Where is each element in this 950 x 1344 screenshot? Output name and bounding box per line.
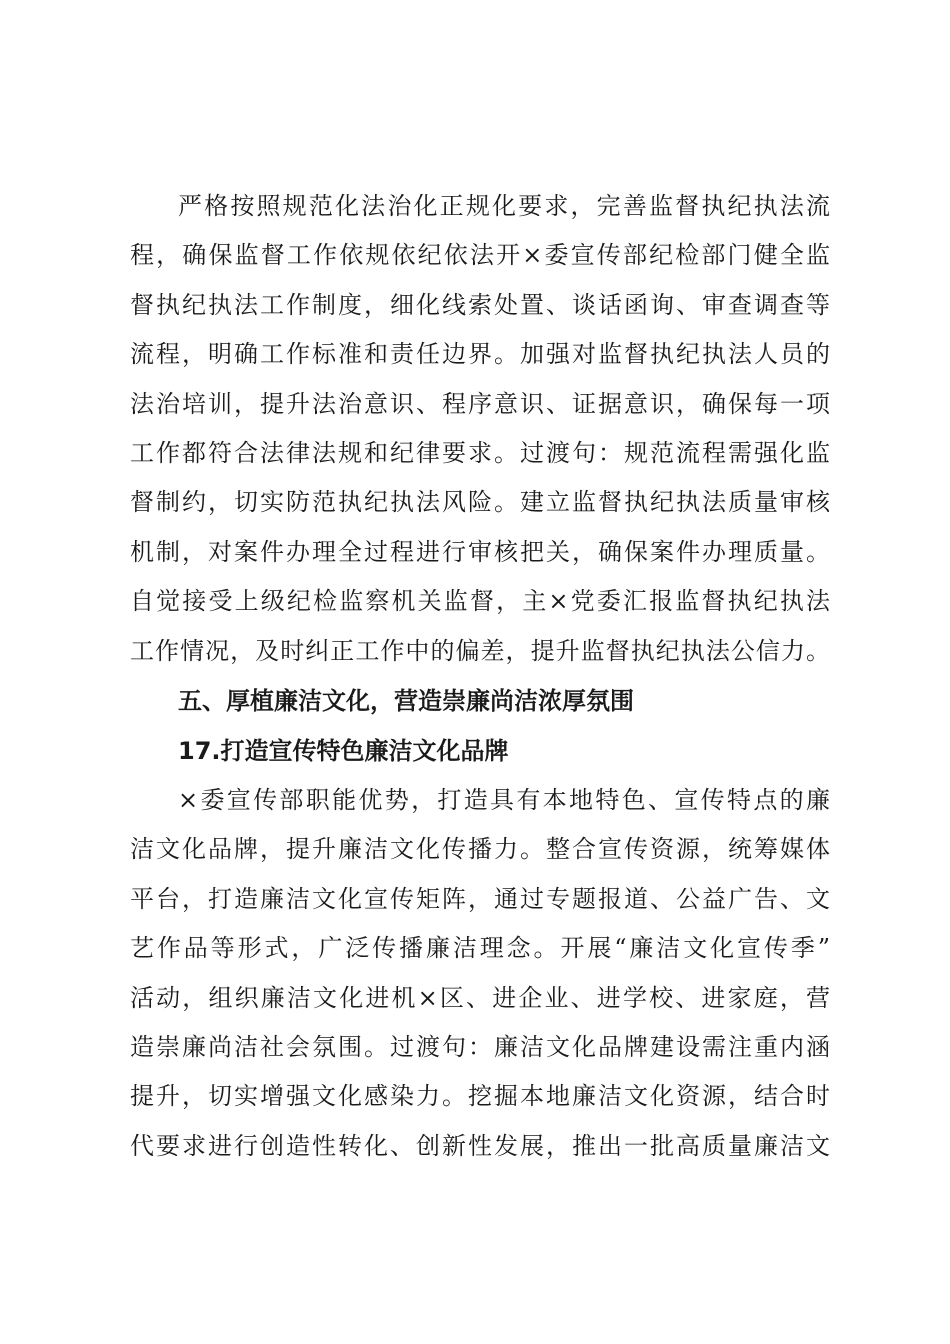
paragraph-line: 督执纪执法工作制度，细化线索处置、谈话函询、审查调查等 [130,290,830,319]
paragraph-line: 提升，切实增强文化感染力。挖掘本地廉洁文化资源，结合时 [130,1082,830,1111]
paragraph-line: 艺作品等形式，广泛传播廉洁理念。开展“廉洁文化宣传季” [130,934,830,963]
paragraph-clean-culture-brand [130,776,830,1171]
paragraph-line: 自觉接受上级纪检监察机关监督，主×党委汇报监督执纪执法 [130,587,830,616]
subsection-heading: 17.打造宣传特色廉洁文化品牌 [178,737,509,765]
paragraph-line: ×委宣传部职能优势，打造具有本地特色、宣传特点的廉 [178,786,830,814]
paragraph-line: 活动，组织廉洁文化进机×区、进企业、进学校、进家庭，营 [130,983,830,1012]
paragraph-line: 工作都符合法律法规和纪律要求。过渡句：规范流程需强化监 [130,438,830,467]
paragraph-line: 工作情况，及时纠正工作中的偏差，提升监督执纪执法公信力。 [130,636,830,665]
paragraph-line: 代要求进行创造性转化、创新性发展，推出一批高质量廉洁文 [130,1131,830,1160]
paragraph-line: 平台，打造廉洁文化宣传矩阵，通过专题报道、公益广告、文 [130,884,830,913]
paragraph-supervision-procedure [130,182,830,676]
paragraph-line: 严格按照规范化法治化正规化要求，完善监督执纪执法流 [178,192,830,220]
paragraph-line: 造崇廉尚洁社会氛围。过渡句：廉洁文化品牌建设需注重内涵 [130,1032,830,1061]
paragraph-line: 程，确保监督工作依规依纪依法开×委宣传部纪检部门健全监 [130,241,830,270]
paragraph-line: 流程，明确工作标准和责任边界。加强对监督执纪执法人员的 [130,340,830,369]
paragraph-line: 机制，对案件办理全过程进行审核把关，确保案件办理质量。 [130,537,830,566]
paragraph-line: 洁文化品牌，提升廉洁文化传播力。整合宣传资源，统筹媒体 [130,835,830,864]
paragraph-line: 法治培训，提升法治意识、程序意识、证据意识，确保每一项 [130,389,830,418]
section-heading: 五、厚植廉洁文化，营造崇廉尚洁浓厚氛围 [178,687,634,715]
paragraph-line: 督制约，切实防范执纪执法风险。建立监督执纪执法质量审核 [130,488,830,517]
